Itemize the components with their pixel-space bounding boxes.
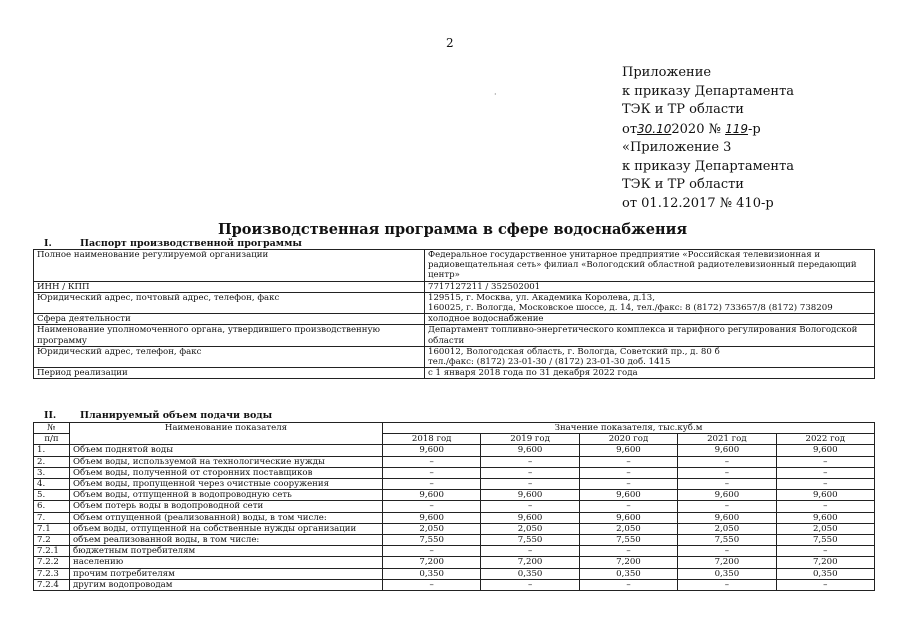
row-name: населению <box>70 557 383 568</box>
table-header-row <box>34 423 875 434</box>
water-volume-table <box>33 422 875 591</box>
row-number: 1. <box>34 445 70 456</box>
row-name: Объем поднятой воды <box>70 445 383 456</box>
row-value: 9,600 <box>678 490 776 501</box>
passport-value-line: тел./факс: (8172) 23-01-30 / (8172) 23-01-30 доб. 1415 <box>428 357 671 368</box>
page-number: 2 <box>446 36 454 50</box>
row-value: – <box>383 456 481 467</box>
col-header-year: 2018 год <box>383 434 481 445</box>
row-value: – <box>383 579 481 590</box>
row-value: 0,350 <box>481 568 579 579</box>
col-header-num: № <box>34 423 70 434</box>
row-value: 2,050 <box>481 523 579 534</box>
row-value: – <box>776 579 874 590</box>
row-value: 0,350 <box>579 568 677 579</box>
row-value: – <box>678 467 776 478</box>
passport-value: Департамент топливно-энергетического комплекса и тарифного регулирования Вологодской области <box>425 325 875 346</box>
row-value: – <box>776 467 874 478</box>
passport-value: с 1 января 2018 года по 31 декабря 2022 года <box>425 368 875 379</box>
row-value: – <box>678 501 776 512</box>
row-value: – <box>579 546 677 557</box>
row-value: – <box>481 546 579 557</box>
row-value: – <box>678 546 776 557</box>
col-header-year: 2021 год <box>678 434 776 445</box>
row-number: 7.2 <box>34 535 70 546</box>
table-row <box>34 445 875 456</box>
row-value: 9,600 <box>678 512 776 523</box>
row-value: 9,600 <box>383 512 481 523</box>
col-header-name: Наименование показателя <box>70 423 383 445</box>
appendix-line: Приложение <box>622 65 712 80</box>
water-volume-body <box>34 445 875 591</box>
row-name: объем воды, отпущенной на собственные нужды организации <box>70 523 383 534</box>
row-name: Объем отпущенной (реализованной) воды, в том числе: <box>70 512 383 523</box>
appendix-line: ТЭК и ТР области <box>622 177 744 192</box>
row-value: 7,200 <box>776 557 874 568</box>
col-header-year: 2022 год <box>776 434 874 445</box>
section-number: I. <box>44 238 52 249</box>
table-row <box>34 512 875 523</box>
row-value: 9,600 <box>481 445 579 456</box>
row-name: Объем потерь воды в водопроводной сети <box>70 501 383 512</box>
table-row <box>34 281 875 292</box>
row-number: 7. <box>34 512 70 523</box>
row-value: 9,600 <box>579 445 677 456</box>
row-value: – <box>481 501 579 512</box>
row-value: 0,350 <box>383 568 481 579</box>
row-value: – <box>481 456 579 467</box>
table-row <box>34 546 875 557</box>
table-row <box>34 292 875 313</box>
row-value: 7,550 <box>579 535 677 546</box>
row-number: 7.2.3 <box>34 568 70 579</box>
table-row <box>34 314 875 325</box>
appendix-line: к приказу Департамента <box>622 83 795 99</box>
passport-value <box>425 292 875 313</box>
row-value: – <box>678 579 776 590</box>
row-value: 9,600 <box>776 512 874 523</box>
row-value: 0,350 <box>776 568 874 579</box>
passport-label: ИНН / КПП <box>34 281 425 292</box>
row-value: – <box>678 479 776 490</box>
row-value: 7,200 <box>481 557 579 568</box>
row-value: – <box>776 479 874 490</box>
table-row <box>34 479 875 490</box>
row-value: 7,550 <box>678 535 776 546</box>
passport-value-line: 160025, г. Вологда, Московское шоссе, д. 14, тел./факс: 8 (8172) 733657/8 (8172) 738209 <box>428 303 833 314</box>
table-row <box>34 523 875 534</box>
table-row <box>34 325 875 346</box>
row-number: 7.2.2 <box>34 557 70 568</box>
row-number: 7.1 <box>34 523 70 534</box>
appendix-date-line <box>622 120 794 140</box>
section-number: II. <box>44 410 57 421</box>
row-name: Объем воды, пропущенной через очистные сооружения <box>70 479 383 490</box>
row-value: 9,600 <box>678 445 776 456</box>
table-row <box>34 456 875 467</box>
row-number: 4. <box>34 479 70 490</box>
row-value: – <box>776 501 874 512</box>
section-1-heading <box>44 238 302 249</box>
row-value: 2,050 <box>776 523 874 534</box>
table-row <box>34 501 875 512</box>
row-value: 9,600 <box>776 490 874 501</box>
handwritten-date: 30.10 <box>637 121 672 136</box>
col-header-year: 2020 год <box>579 434 677 445</box>
row-number: 2. <box>34 456 70 467</box>
row-value: 7,200 <box>383 557 481 568</box>
appendix-line: к приказу Департамента <box>622 158 795 174</box>
appendix-year: 2020 № <box>671 121 721 137</box>
row-name: Объем воды, отпущенной в водопроводную сеть <box>70 490 383 501</box>
col-header-values: Значение показателя, тыс.куб.м <box>383 423 875 434</box>
passport-value: Федеральное государственное унитарное предприятие «Российская телевизионная и радиовещательная сеть» филиал «Вологодский областной радиотелевизионный передающий центр» <box>425 250 875 282</box>
document-title: Производственная программа в сфере водоснабжения <box>217 221 688 238</box>
appendix-line: ТЭК и ТР области <box>622 102 744 117</box>
row-number: 3. <box>34 467 70 478</box>
row-number: 7.2.4 <box>34 579 70 590</box>
passport-value <box>425 346 875 367</box>
passport-value-line: 160012, Вологодская область, г. Вологда, Советский пр., д. 80 б <box>428 346 720 357</box>
row-value: – <box>579 456 677 467</box>
col-header-year: 2019 год <box>481 434 579 445</box>
passport-value: холодное водоснабжение <box>425 314 875 325</box>
row-value: 2,050 <box>383 523 481 534</box>
row-value: – <box>481 579 579 590</box>
row-value: – <box>579 479 677 490</box>
row-name: бюджетным потребителям <box>70 546 383 557</box>
table-row <box>34 368 875 379</box>
passport-value-line: 129515, г. Москва, ул. Академика Королева, д.13, <box>428 292 655 303</box>
row-name: Объем воды, полученной от сторонних поставщиков <box>70 467 383 478</box>
row-name: прочим потребителям <box>70 568 383 579</box>
col-header-num: п/п <box>34 434 70 445</box>
row-value: – <box>678 456 776 467</box>
passport-label: Юридический адрес, телефон, факс <box>34 346 425 367</box>
passport-label: Наименование уполномоченного органа, утвердившего производственную программу <box>34 325 425 346</box>
table-row <box>34 467 875 478</box>
row-value: – <box>579 501 677 512</box>
row-value: – <box>579 579 677 590</box>
row-value: – <box>776 456 874 467</box>
row-value: – <box>383 479 481 490</box>
row-number: 6. <box>34 501 70 512</box>
table-row <box>34 579 875 590</box>
passport-table <box>33 249 875 379</box>
row-value: 9,600 <box>579 512 677 523</box>
section-title: Планируемый объем подачи воды <box>80 410 273 421</box>
table-row <box>34 490 875 501</box>
row-value: 7,550 <box>776 535 874 546</box>
passport-label: Период реализации <box>34 368 425 379</box>
row-value: 9,600 <box>383 490 481 501</box>
row-value: 9,600 <box>579 490 677 501</box>
appendix-line: «Приложение 3 <box>622 140 732 155</box>
row-value: 7,200 <box>579 557 677 568</box>
row-value: 9,600 <box>383 445 481 456</box>
table-row <box>34 557 875 568</box>
section-title: Паспорт производственной программы <box>80 238 302 249</box>
row-value: 7,550 <box>383 535 481 546</box>
row-value: 0,350 <box>678 568 776 579</box>
table-row <box>34 346 875 367</box>
section-2-heading <box>44 410 272 421</box>
passport-value: 7717127211 / 352502001 <box>425 281 875 292</box>
passport-label: Юридический адрес, почтовый адрес, телефон, факс <box>34 292 425 313</box>
table-row <box>34 568 875 579</box>
row-value: 9,600 <box>481 490 579 501</box>
row-name: Объем воды, используемой на технологические нужды <box>70 456 383 467</box>
row-value: – <box>776 546 874 557</box>
passport-label: Сфера деятельности <box>34 314 425 325</box>
row-value: – <box>383 546 481 557</box>
row-name: другим водопроводам <box>70 579 383 590</box>
row-value: – <box>579 467 677 478</box>
row-value: 2,050 <box>579 523 677 534</box>
row-value: – <box>383 501 481 512</box>
row-value: – <box>481 479 579 490</box>
table-row <box>34 250 875 282</box>
row-value: 2,050 <box>678 523 776 534</box>
appendix-suffix: -р <box>747 121 761 137</box>
stray-mark: · <box>494 90 497 99</box>
passport-label: Полное наименование регулируемой организации <box>34 250 425 282</box>
row-number: 7.2.1 <box>34 546 70 557</box>
appendix-prefix: от <box>622 121 638 137</box>
row-value: – <box>481 467 579 478</box>
appendix-line: от 01.12.2017 № 410-р <box>622 195 774 211</box>
row-value: – <box>383 467 481 478</box>
row-name: объем реализованной воды, в том числе: <box>70 535 383 546</box>
row-value: 9,600 <box>776 445 874 456</box>
row-value: 7,200 <box>678 557 776 568</box>
table-row <box>34 535 875 546</box>
row-value: 9,600 <box>481 512 579 523</box>
row-value: 7,550 <box>481 535 579 546</box>
handwritten-number: 119 <box>725 121 748 136</box>
row-number: 5. <box>34 490 70 501</box>
appendix-block <box>622 64 794 213</box>
